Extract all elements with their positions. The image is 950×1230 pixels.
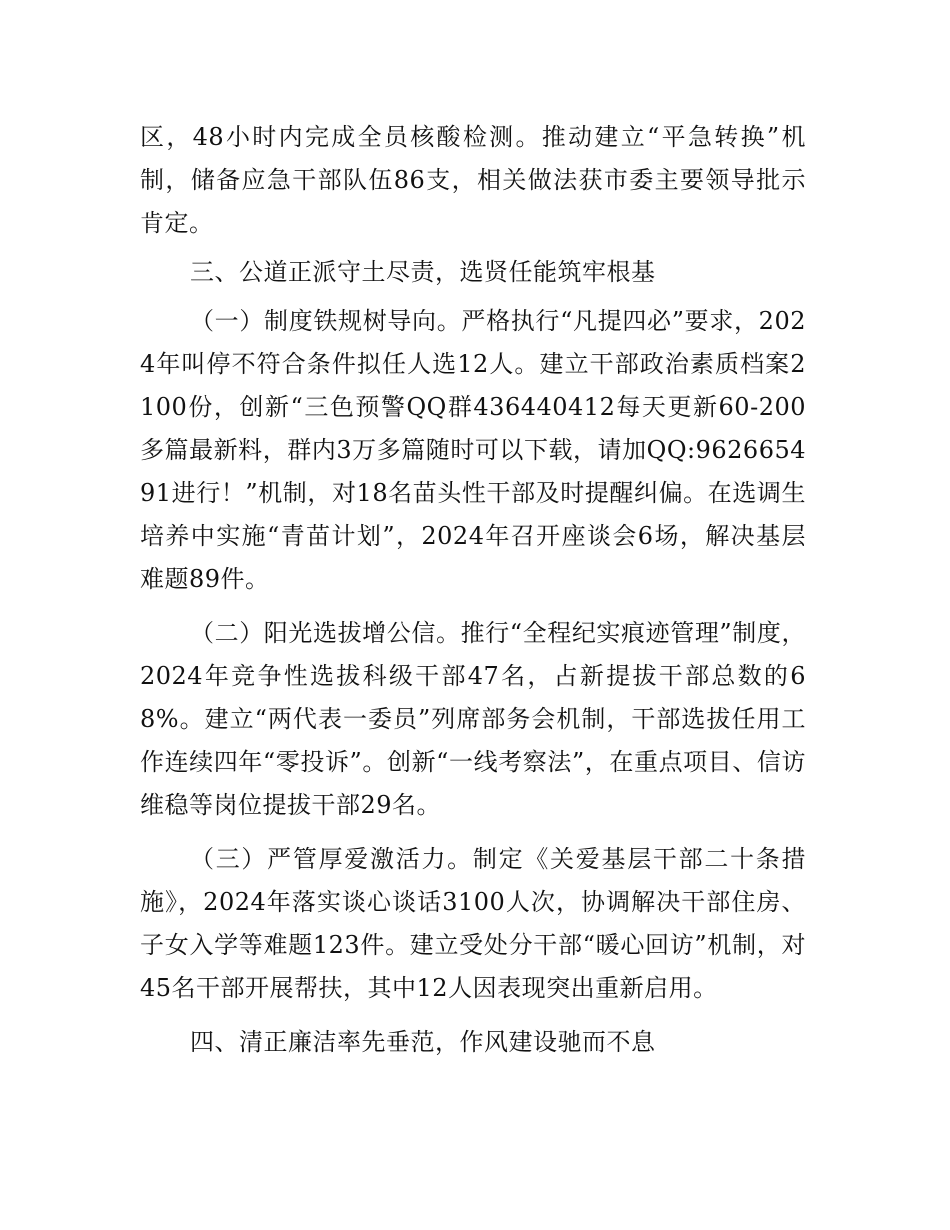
subsection-2-paragraph: （二）阳光选拔增公信。推行“全程纪实痕迹管理”制度，2024年竞争性选拔科级干部47名，占新提拔干部总数的68%。建立“两代表一委员”列席部务会机制，干部选拔任用工作连续四年“零投诉”。创新“一线考察法”，在重点项目、信访维稳等岗位提拔干部29名。 [140,619,806,819]
section-heading-4: 四、清正廉洁率先垂范，作风建设驰而不息 [190,1028,656,1056]
paragraph-continued: 区，48小时内完成全员核酸检测。推动建立“平急转换”机制，储备应急干部队伍86支，相关做法获市委主要领导批示肯定。 [140,123,806,237]
subsection-1-paragraph: （一）制度铁规树导向。严格执行“凡提四必”要求，2024年叫停不符合条件拟任人选12人。建立干部政治素质档案2100份，创新“三色预警QQ群436440412每天更新60-200多篇最新料，群内3万多篇随时可以下载，请加QQ:962665491进行！”机制，对18名苗头性干部及时提醒纠偏。在选调生培养中实施“青苗计划”，2024年召开座谈会6场，解决基层难题89件。 [140,307,806,593]
section-heading-3: 三、公道正派守土尽责，选贤任能筑牢根基 [190,258,656,286]
document-body [140,116,806,1064]
subsection-3-paragraph: （三）严管厚爱激活力。制定《关爱基层干部二十条措施》，2024年落实谈心谈话3100人次，协调解决干部住房、子女入学等难题123件。建立受处分干部“暖心回访”机制，对45名干部开展帮扶，其中12人因表现突出重新启用。 [140,845,806,1002]
